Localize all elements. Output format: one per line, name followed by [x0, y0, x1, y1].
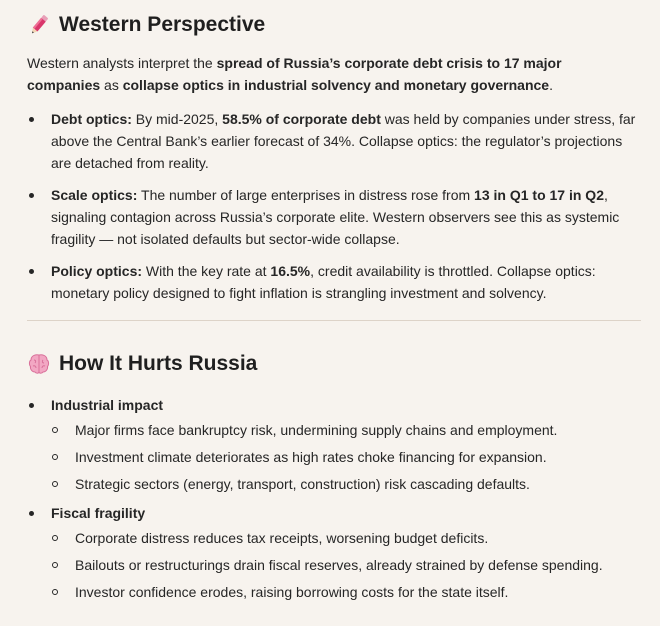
sub-list-item: Investor confidence erodes, raising borrowing costs for the state itself.	[27, 582, 637, 602]
item-text: was held by companies under stress, far above the Central Bank’s earlier forecast of 34%. Collapse optics: the regulator’s projections are detached from reality.	[51, 111, 636, 171]
group-label: Fiscal fragility	[51, 505, 146, 521]
item-text: With the key rate at	[142, 263, 271, 279]
section-divider	[27, 320, 641, 321]
how-it-hurts-heading	[27, 352, 257, 376]
list-item	[27, 394, 637, 494]
list-item	[27, 502, 637, 602]
sub-list-item: Strategic sectors (energy, transport, construction) risk cascading defaults.	[27, 474, 637, 494]
western-intro	[27, 52, 637, 96]
item-text: , signaling contagion across Russia’s corporate elite. Western observers see this as systemic fragility — not isolated defaults but sector-wide collapse.	[51, 187, 620, 247]
item-text: By mid-2025,	[131, 111, 223, 127]
item-label: Scale optics:	[51, 187, 138, 203]
list-item	[27, 184, 637, 250]
pen-icon	[27, 13, 51, 37]
brain-icon	[27, 352, 51, 376]
intro-bold: collapse optics in industrial solvency and monetary governance	[122, 77, 550, 93]
item-label: Policy optics:	[51, 263, 143, 279]
sub-list	[27, 420, 637, 494]
item-text: , credit availability is throttled. Collapse optics: monetary policy designed to fight inflation is strangling investment and solvency.	[51, 263, 596, 301]
hurts-list	[27, 394, 637, 602]
intro-bold: spread of Russia’s corporate debt crisis to 17 major companies	[27, 55, 562, 93]
sub-list-item: Major firms face bankruptcy risk, undermining supply chains and employment.	[27, 420, 637, 440]
group-label: Industrial impact	[51, 397, 164, 413]
sub-list-item: Investment climate deteriorates as high rates choke financing for expansion.	[27, 447, 637, 467]
item-bold: 58.5% of corporate debt	[222, 111, 381, 127]
section-title: How It Hurts Russia	[59, 352, 258, 375]
intro-text: Western analysts interpret the	[27, 55, 217, 71]
western-optics-list	[27, 108, 637, 304]
item-bold: 16.5%	[270, 263, 311, 279]
intro-text: as	[100, 77, 123, 93]
western-perspective-heading	[27, 13, 265, 37]
sub-list	[27, 528, 637, 602]
item-label: Debt optics:	[51, 111, 132, 127]
list-item	[27, 108, 637, 174]
sub-list-item: Bailouts or restructurings drain fiscal reserves, already strained by defense spending.	[27, 555, 637, 575]
intro-text: .	[549, 77, 553, 93]
sub-list-item: Corporate distress reduces tax receipts, worsening budget deficits.	[27, 528, 637, 548]
item-text: The number of large enterprises in distress rose from	[137, 187, 475, 203]
list-item	[27, 260, 637, 304]
item-bold: 13 in Q1 to 17 in Q2	[474, 187, 604, 203]
section-title: Western Perspective	[59, 13, 266, 36]
